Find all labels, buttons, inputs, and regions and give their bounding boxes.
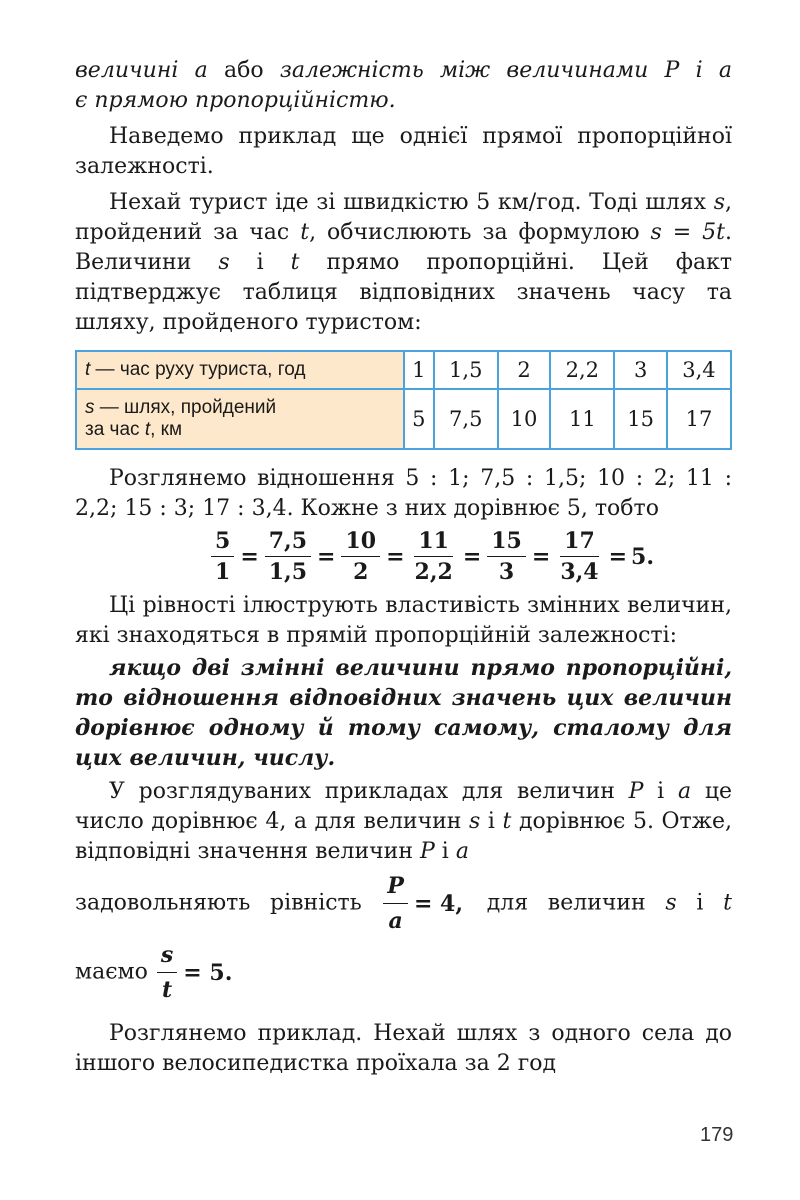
values-table xyxy=(75,350,732,450)
text: . Величини xyxy=(75,220,732,275)
equals-sign: = xyxy=(462,543,482,570)
equals-sign: = xyxy=(317,543,336,570)
fraction-s-t: $\frac{s}{t}$ = 5. xyxy=(155,940,236,1005)
table-cell: 10 xyxy=(498,389,551,449)
formula: s = 5t xyxy=(650,220,725,245)
fraction-P-a: $\frac{P}{a}$ = 4, xyxy=(381,871,467,936)
table-cell: 2,2 xyxy=(550,351,614,389)
var-a: a xyxy=(194,58,208,83)
equals-sign: = xyxy=(531,543,551,570)
var-a: a xyxy=(718,58,732,83)
fraction: $\frac{10}{2}$ xyxy=(341,528,380,585)
fraction: $\frac{17}{3,4}$ xyxy=(560,528,599,585)
table-cell: 17 xyxy=(667,389,731,449)
table-cell: 1,5 xyxy=(434,351,498,389)
equation-result: 5. xyxy=(631,543,654,570)
text: , пройдений за час xyxy=(75,190,732,245)
table-cell: 11 xyxy=(550,389,614,449)
table-cell: 1 xyxy=(404,351,434,389)
equals-sign: = xyxy=(386,543,405,570)
paragraph-4: Розглянемо відношення 5 : 1; 7,5 : 1,5; 10 : 2; 11 : 2,2; 15 : 3; 17 : 3,4. Кожне з них дорівнює 5, тобто xyxy=(75,466,732,521)
paragraph-1-cont xyxy=(75,86,732,116)
table-cell: 5 xyxy=(404,389,434,449)
table-cell: 7,5 xyxy=(434,389,498,449)
text: прямо пропорційні. Цей факт підтверджує таблиця відповідних значень часу та шляху, пройденого туристом: xyxy=(75,250,732,335)
paragraph-3 xyxy=(75,188,732,338)
rule-statement: якщо дві змінні величини прямо пропорційні, то відношення відповідних значень цих величин дорівнює одному й тому самому, сталому для цих величин, числу. xyxy=(75,655,732,771)
ratio-equation xyxy=(135,528,732,585)
var-t: t xyxy=(300,220,310,245)
var-t: t xyxy=(290,250,300,275)
text: і xyxy=(229,250,291,275)
equals-sign: = xyxy=(608,543,628,570)
text: величині xyxy=(75,58,195,83)
fraction: $\frac{7,5}{1,5}$ xyxy=(265,528,311,585)
table-cell: 15 xyxy=(614,389,667,449)
paragraph-7: Розглянемо приклад. Нехай шлях з одного села до іншого велосипедистка проїхала за 2 год xyxy=(75,1021,732,1076)
paragraph-5: Ці рівності ілюструють властивість змінних величин, які знаходяться в прямій пропорційній залежності: xyxy=(75,593,732,648)
table-cell: 2 xyxy=(498,351,551,389)
fraction: $\frac{15}{3}$ xyxy=(487,528,526,585)
table-cell: 3 xyxy=(614,351,667,389)
page-number: 179 xyxy=(700,1124,734,1146)
paragraph-6-eq1: задовольняють рівність $\frac{P}{a}$ = 4, для величин s і t xyxy=(75,873,732,934)
text: Нехай турист іде зі швидкістю 5 км/год. Тоді шлях xyxy=(109,190,714,215)
table-row xyxy=(76,389,731,449)
var-P: P xyxy=(664,58,680,83)
fraction: $\frac{11}{2,2}$ xyxy=(414,528,453,585)
paragraph-2: Наведемо приклад ще однієї прямої пропорційної залежності. xyxy=(75,124,732,179)
text: , обчислюють за формулою xyxy=(309,220,651,245)
table-row xyxy=(76,351,731,389)
fraction: $\frac{5}{1}$ xyxy=(211,528,234,585)
paragraph-1 xyxy=(75,56,732,86)
row-label: t — час руху туриста, год xyxy=(76,351,404,389)
row-label: s — шлях, пройдений за час t, км xyxy=(76,389,404,449)
text: залежність між величинами xyxy=(279,58,665,83)
equals-sign: = xyxy=(240,543,259,570)
text: і xyxy=(679,58,719,83)
text: або xyxy=(207,58,280,83)
page-content xyxy=(75,56,732,1079)
table-cell: 3,4 xyxy=(667,351,731,389)
paragraph-6-eq2: маємо $\frac{s}{t}$ = 5. xyxy=(75,940,732,1005)
var-s: s xyxy=(218,250,230,275)
paragraph-6: У розглядуваних прикладах для величин P і a це число дорівнює 4, а для величин s і t дорівнює 5. Отже, відповідні значення величин P і a xyxy=(75,779,732,864)
var-s: s xyxy=(713,190,725,215)
text: є прямою пропорційністю. xyxy=(75,88,396,113)
